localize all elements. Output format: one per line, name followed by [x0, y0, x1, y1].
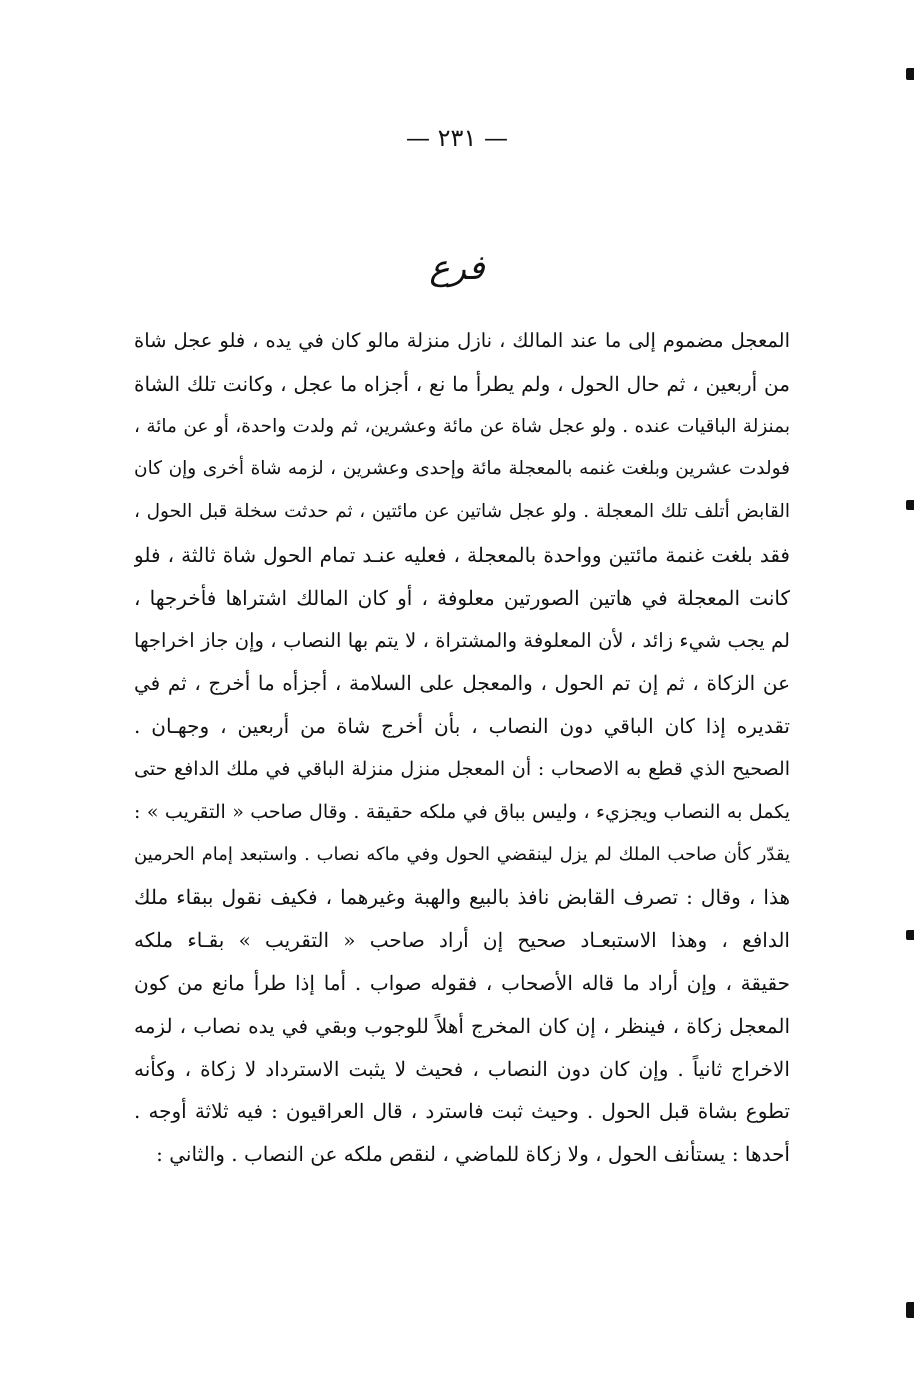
text-line: المعجل مضموم إلى ما عند المالك ، نازل منزلة مالو كان في يده ، فلو عجل شاة	[134, 329, 790, 352]
scan-edge-mark	[906, 1302, 914, 1318]
section-heading: فرع	[429, 248, 485, 288]
text-line: عن الزكاة ، ثم إن تم الحول ، والمعجل على السلامة ، أجزأه ما أخرج ، ثم في	[134, 671, 790, 696]
scan-edge-mark	[906, 930, 914, 940]
text-line: أحدها : يستأنف الحول ، ولا زكاة للماضي ، لنقص ملكه عن النصاب . والثاني :	[156, 1142, 790, 1167]
text-line: الدافع ، وهذا الاستبعـاد صحيح إن أراد صاحب « التقريب » بقـاء ملكه	[134, 928, 790, 953]
text-line: من أربعين ، ثم حال الحول ، ولم يطرأ ما نع ، أجزاه ما عجل ، وكانت تلك الشاة	[134, 371, 790, 396]
text-line: هذا ، وقال : تصرف القابض نافذ بالبيع والهبة وغيرهما ، فكيف نقول ببقاء ملك	[134, 885, 790, 910]
scan-edge-mark	[906, 500, 914, 510]
text-line: يكمل به النصاب ويجزيء ، وليس بباق في ملكه حقيقة . وقال صاحب « التقريب » :	[134, 800, 790, 823]
scan-edge-mark	[906, 68, 914, 80]
text-line: يقدّر كأن صاحب الملك لم يزل لينقضي الحول وفي ماكه نصاب . واستبعد إمام الحرمين	[134, 843, 790, 865]
text-line: المعجل زكاة ، فينظر ، إن كان المخرج أهلاً للوجوب وبقي في يده نصاب ، لزمه	[134, 1013, 790, 1038]
page-number: — ٢٣١ —	[406, 124, 508, 152]
text-line: تطوع بشاة قبل الحول . وحيث ثبت فاسترد ، قال العراقيون : فيه ثلاثة أوجه .	[134, 1099, 790, 1124]
text-line: فولدت عشرين وبلغت غنمه بالمعجلة مائة وإحدى وعشرين ، لزمه شاة أخرى وإن كان	[134, 458, 790, 480]
text-line: كانت المعجلة في هاتين الصورتين معلوفة ، أو كان المالك اشتراها فأخرجها ،	[134, 585, 790, 610]
text-line: الاخراج ثانياً . وإن كان دون النصاب ، فحيث لا يثبت الاسترداد لا زكاة ، وكأنه	[134, 1056, 790, 1081]
text-line: حقيقة ، وإن أراد ما قاله الأصحاب ، فقوله صواب . أما إذا طرأ مانع من كون	[134, 970, 790, 995]
text-line: الصحيح الذي قطع به الاصحاب : أن المعجل منزل منزلة الباقي في ملك الدافع حتى	[134, 757, 790, 780]
text-line: القابض أتلف تلك المعجلة . ولو عجل شاتين عن مائتين ، ثم حدثت سخلة قبل الحول ،	[134, 501, 790, 523]
body-text	[134, 320, 790, 1176]
text-line: فقد بلغت غنمة مائتين وواحدة بالمعجلة ، فعليه عنـد تمام الحول شاة ثالثة ، فلو	[134, 542, 790, 567]
text-line: بمنزلة الباقيات عنده . ولو عجل شاة عن مائة وعشرين، ثم ولدت واحدة، أو عن مائة ،	[134, 415, 790, 437]
text-line: لم يجب شيء زائد ، لأن المعلوفة والمشتراة ، لا يتم بها النصاب ، وإن جاز اخراجها	[134, 628, 790, 652]
text-line: تقديره إذا كان الباقي دون النصاب ، بأن أخرج شاة من أربعين ، وجهـان .	[134, 714, 790, 739]
